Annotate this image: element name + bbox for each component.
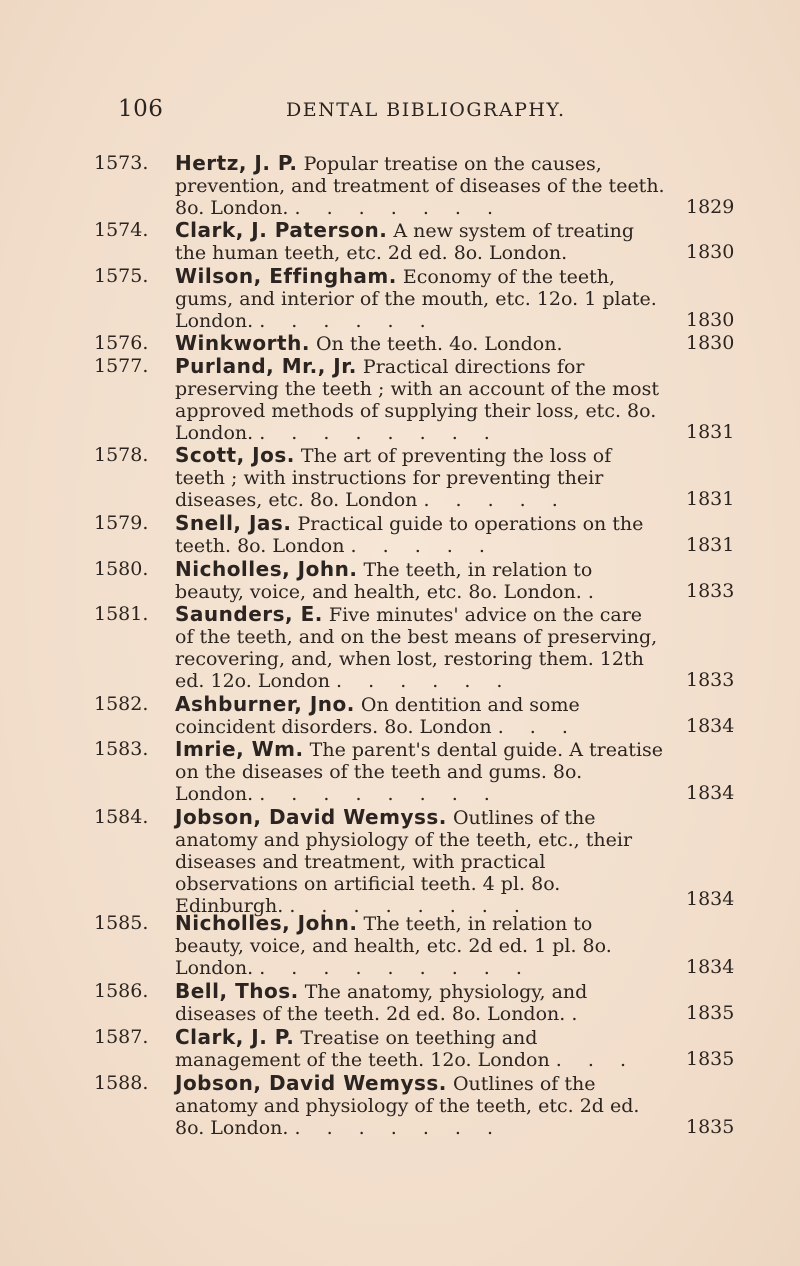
entry-number: 1574. (94, 219, 149, 241)
entry-author: Clark, J. Paterson. (175, 218, 388, 242)
entry-leaders: . . . . . . (336, 670, 513, 692)
entry-body (175, 980, 665, 1025)
entry-text: The teeth, in relation to beauty, voice, and health, etc. 8o. London. (175, 559, 593, 603)
entry-author: Wilson, Effingham. (175, 264, 397, 288)
entry-text: Five minutes' advice on the care of the teeth, and on the best means of preserving, recovering, and, when lost, restoring them. 12th ed. 12o. London (175, 604, 658, 692)
entry-leaders: . . . . . . . . (259, 422, 500, 444)
entry-author: Snell, Jas. (175, 511, 292, 535)
entry-number: 1576. (94, 332, 149, 354)
entry-author: Nicholles, John. (175, 557, 358, 581)
entry-body (175, 738, 665, 805)
entry-number: 1584. (94, 806, 149, 828)
entry-number: 1580. (94, 558, 149, 580)
entry-year: 1834 (686, 782, 735, 804)
entry-number: 1587. (94, 1026, 149, 1048)
entry-body (175, 444, 665, 511)
entry-number: 1575. (94, 265, 149, 287)
entry-body (175, 1072, 665, 1139)
entry-year: 1835 (686, 1116, 735, 1138)
entry-body (175, 265, 665, 332)
entry-text: Economy of the teeth, gums, and interior of the mouth, etc. 12o. 1 plate. London. (175, 266, 657, 332)
entry-year: 1834 (686, 715, 735, 737)
entry-body (175, 219, 665, 264)
entry-text: The anatomy, physiology, and diseases of the teeth. 2d ed. 8o. London. (175, 981, 588, 1025)
entry-author: Nicholles, John. (175, 911, 358, 935)
entry-author: Purland, Mr., Jr. (175, 354, 357, 378)
entry-text: Practical directions for preserving the teeth ; with an account of the most approved methods of supplying their loss, etc. 8o. London. (175, 356, 660, 444)
entry-text: Popular treatise on the causes, prevention, and treatment of diseases of the teeth. 8o. London. (175, 153, 665, 219)
entry-year: 1834 (686, 888, 735, 910)
entry-author: Imrie, Wm. (175, 737, 304, 761)
entry-text: Outlines of the anatomy and physiology of the teeth, etc. 2d ed. 8o. London. (175, 1073, 640, 1139)
entry-leaders: . . . . . . . . . (259, 957, 532, 979)
entry-leaders: . . . . . . (259, 310, 436, 332)
entry-leaders: . (587, 581, 604, 603)
entry-body (175, 355, 665, 444)
entry-leaders: . . . . . . . (294, 197, 504, 219)
entry-text: The art of preventing the loss of teeth ; with instructions for preventing their diseases, etc. 8o. London (175, 445, 612, 511)
entry-text: On the teeth. 4o. London. (315, 333, 563, 355)
entry-author: Winkworth. (175, 331, 310, 355)
entry-author: Scott, Jos. (175, 443, 295, 467)
entry-text: Practical guide to operations on the teeth. 8o. London (175, 513, 644, 557)
entry-author: Jobson, David Wemyss. (175, 805, 447, 829)
entry-year: 1831 (686, 421, 735, 443)
entry-author: Saunders, E. (175, 602, 323, 626)
entry-text: Treatise on teething and management of the teeth. 12o. London (175, 1027, 550, 1071)
entry-author: Ashburner, Jno. (175, 692, 355, 716)
entry-text: A new system of treating the human teeth, etc. 2d ed. 8o. London. (175, 220, 635, 264)
entry-leaders: . . . . . . . (294, 1117, 504, 1139)
entry-number: 1586. (94, 980, 149, 1002)
page-header (118, 96, 718, 126)
entry-year: 1830 (686, 309, 735, 331)
entry-number: 1578. (94, 444, 149, 466)
entry-number: 1583. (94, 738, 149, 760)
entry-year: 1830 (686, 241, 735, 263)
entry-year: 1831 (686, 488, 735, 510)
entry-year: 1835 (686, 1048, 735, 1070)
entry-body (175, 558, 665, 603)
entry-year: 1833 (686, 669, 735, 691)
entry-leaders: . (571, 1003, 588, 1025)
entry-number: 1581. (94, 603, 149, 625)
entry-year: 1829 (686, 196, 735, 218)
entry-leaders: . . . (497, 716, 578, 738)
entry-year: 1833 (686, 580, 735, 602)
entry-year: 1831 (686, 534, 735, 556)
entry-year: 1834 (686, 956, 735, 978)
entry-body (175, 512, 665, 557)
entry-author: Jobson, David Wemyss. (175, 1071, 447, 1095)
entry-number: 1577. (94, 355, 149, 377)
entry-number: 1579. (94, 512, 149, 534)
entry-author: Hertz, J. P. (175, 151, 298, 175)
entry-body (175, 332, 665, 355)
entry-leaders: . . . . . (423, 489, 568, 511)
entry-text: The parent's dental guide. A treatise on the diseases of the teeth and gums. 8o. London. (175, 739, 664, 805)
entry-number: 1588. (94, 1072, 149, 1094)
page-number: 106 (118, 96, 164, 122)
entry-author: Clark, J. P. (175, 1025, 295, 1049)
entry-number: 1585. (94, 912, 149, 934)
entry-body (175, 152, 665, 219)
entry-text: Outlines of the anatomy and physiology of the teeth, etc., their diseases and treatment, with practical observations on artificial teeth. 4 pl. 8o. Edinburgh. (175, 807, 633, 917)
entry-body (175, 603, 665, 692)
entry-body (175, 806, 665, 917)
entry-text: On dentition and some coincident disorders. 8o. London (175, 694, 580, 738)
entry-year: 1835 (686, 1002, 735, 1024)
entry-number: 1582. (94, 693, 149, 715)
entry-leaders: . . . . . . . . (289, 895, 530, 917)
entry-text: The teeth, in relation to beauty, voice, and health, etc. 2d ed. 1 pl. 8o. London. (175, 913, 612, 979)
entry-body (175, 693, 665, 738)
entry-author: Bell, Thos. (175, 979, 299, 1003)
entry-body (175, 1026, 665, 1071)
entry-leaders: . . . . . (350, 535, 495, 557)
entry-number: 1573. (94, 152, 149, 174)
entry-leaders: . . . (555, 1049, 636, 1071)
entry-leaders: . . . . . . . . (259, 783, 500, 805)
entry-body (175, 912, 665, 979)
entry-year: 1830 (686, 332, 735, 354)
running-title: DENTAL BIBLIOGRAPHY. (286, 99, 566, 121)
